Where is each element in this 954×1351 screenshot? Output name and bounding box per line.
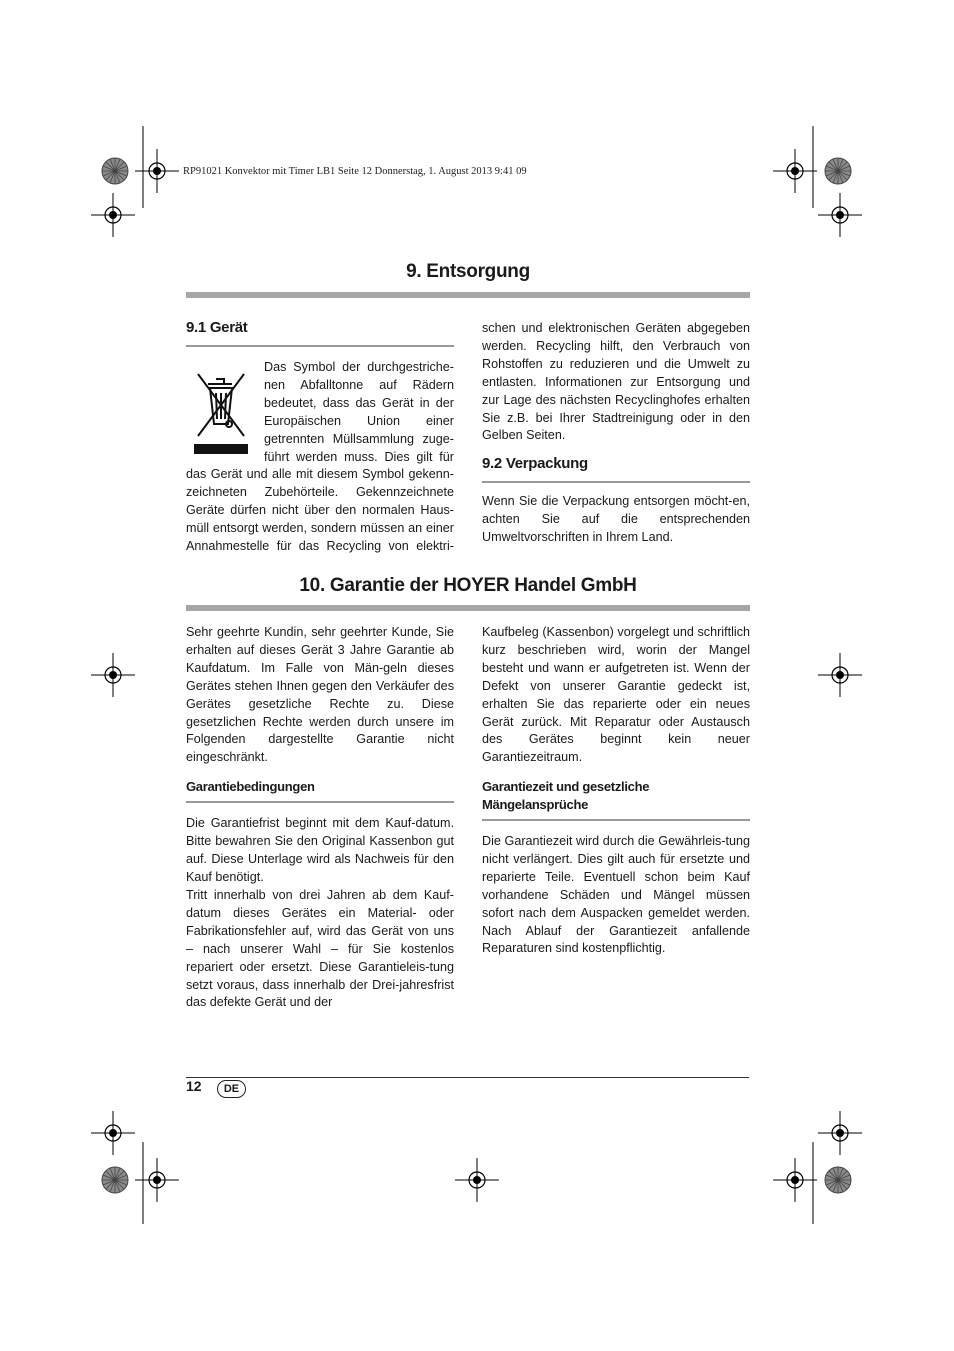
wrap-line: Das Symbol der durchgestriche-	[264, 360, 454, 374]
subsection-9-2-text: Wenn Sie die Verpackung entsorgen möcht-en, achten Sie auf die entsprechenden Umweltvorschriften in Ihrem Land.	[482, 494, 750, 544]
crossed-out-wheelie-bin-icon	[192, 366, 250, 456]
full-line: müll entsorgt werden, sondern müssen an einer	[186, 520, 454, 535]
warranty-conditions-rule	[186, 801, 454, 803]
subsection-9-1-wrap-text	[264, 359, 454, 466]
subsection-9-1-full-text	[186, 466, 454, 556]
wrap-line: getrennten Müllsammlung zuge-	[264, 431, 454, 446]
warranty-period-title	[482, 778, 649, 814]
warranty-conditions-p2: Tritt innerhalb von drei Jahren ab dem Kauf-datum dieses Gerätes ein Material- oder Fabrikationsfehler auf, wird das Gerät von uns – nach unserer Wahl – für Sie kostenlos repariert oder ersetzt. Diese Garantieleis-tung setzt voraus, dass innerhalb der Drei-jahresfrist das defekte Gerät und der	[186, 888, 454, 1010]
page-number: 12	[186, 1078, 202, 1094]
full-line: zeichneten Zubehörteile. Gekennzeichnete	[186, 484, 454, 499]
warranty-conditions-title: Garantiebedingungen	[186, 779, 315, 794]
section-10-bar	[186, 605, 750, 611]
wrap-line: Europäischen Union einer	[264, 413, 454, 428]
warranty-period-title-line1: Garantiezeit und gesetzliche	[482, 779, 650, 794]
subsection-9-2-title: 9.2 Verpackung	[482, 455, 588, 472]
full-line: Annahmestelle für das Recycling von elektri-	[186, 538, 454, 553]
warranty-right-p1: Kaufbeleg (Kassenbon) vorgelegt und schriftlich kurz beschrieben wird, worin der Mangel besteht und wann er aufgetreten ist. Wenn der Defekt von unserer Garantie gedeckt ist, erhalten Sie das reparierte oder ein neues Gerät zurück. Mit Reparatur oder Austausch des Gerätes beginnt kein neuer Garantiezeitraum.	[482, 625, 750, 765]
full-line: das Gerät und alle mit diesem Symbol gekenn-	[186, 467, 454, 481]
section-10-title: 10. Garantie der HOYER Handel GmbH	[299, 575, 637, 596]
language-badge: DE	[217, 1080, 246, 1098]
footer-rule	[186, 1077, 749, 1078]
warranty-conditions-p1: Die Garantiefrist beginnt mit dem Kauf-datum. Bitte bewahren Sie den Original Kassenbon gut auf. Diese Unterlage wird als Nachweis für den Kauf benötigt.	[186, 816, 454, 884]
subsection-9-1-title: 9.1 Gerät	[186, 319, 248, 336]
warranty-period-text: Die Garantiezeit wird durch die Gewährleis-tung nicht verlängert. Dies gilt auch für ersetzte und reparierte Teile. Eventuell schon beim Kauf vorhandene Schäden und Mängel müssen sofort nach dem Auspacken gemeldet werden. Nach Ablauf der Garantiezeit anfallende Reparaturen sind kostenpflichtig.	[482, 834, 750, 956]
wrap-line: führt werden muss. Dies gilt für	[264, 449, 454, 464]
section-9-bar	[186, 292, 750, 298]
wrap-line: nen Abfalltonne auf Rädern	[264, 377, 454, 392]
subsection-9-1-continued: schen und elektronischen Geräten abgegeben werden. Recycling hilft, den Verbrauch von Rohstoffen zu reduzieren und die Umwelt zu entlasten. Informationen zur Entsorgung und zur Lage des nächsten Recyclinghofes erhalten Sie z.B. bei Ihrer Stadtreinigung oder in den Gelben Seiten.	[482, 321, 750, 443]
warranty-period-title-line2: Mängelansprüche	[482, 797, 589, 812]
subsection-9-1-rule	[186, 345, 454, 347]
warranty-period-rule	[482, 819, 750, 821]
print-slug: RP91021 Konvektor mit Timer LB1 Seite 12 Donnerstag, 1. August 2013 9:41 09	[183, 166, 527, 177]
wrap-line: bedeutet, dass das Gerät in der	[264, 395, 454, 410]
full-line: Geräte dürfen nicht über den normalen Haus-	[186, 502, 454, 517]
warranty-intro: Sehr geehrte Kundin, sehr geehrter Kunde, Sie erhalten auf dieses Gerät 3 Jahre Garantie ab Kaufdatum. Im Falle von Män-geln dieses Gerätes stehen Ihnen gegen den Verkäufer des Gerätes gesetzliche Rechte zu. Diese gesetzlichen Rechte werden durch unsere im Folgenden dargestellte Garantie nicht eingeschränkt.	[186, 625, 454, 765]
subsection-9-2-rule	[482, 481, 750, 483]
section-9-title: 9. Entsorgung	[406, 261, 530, 282]
